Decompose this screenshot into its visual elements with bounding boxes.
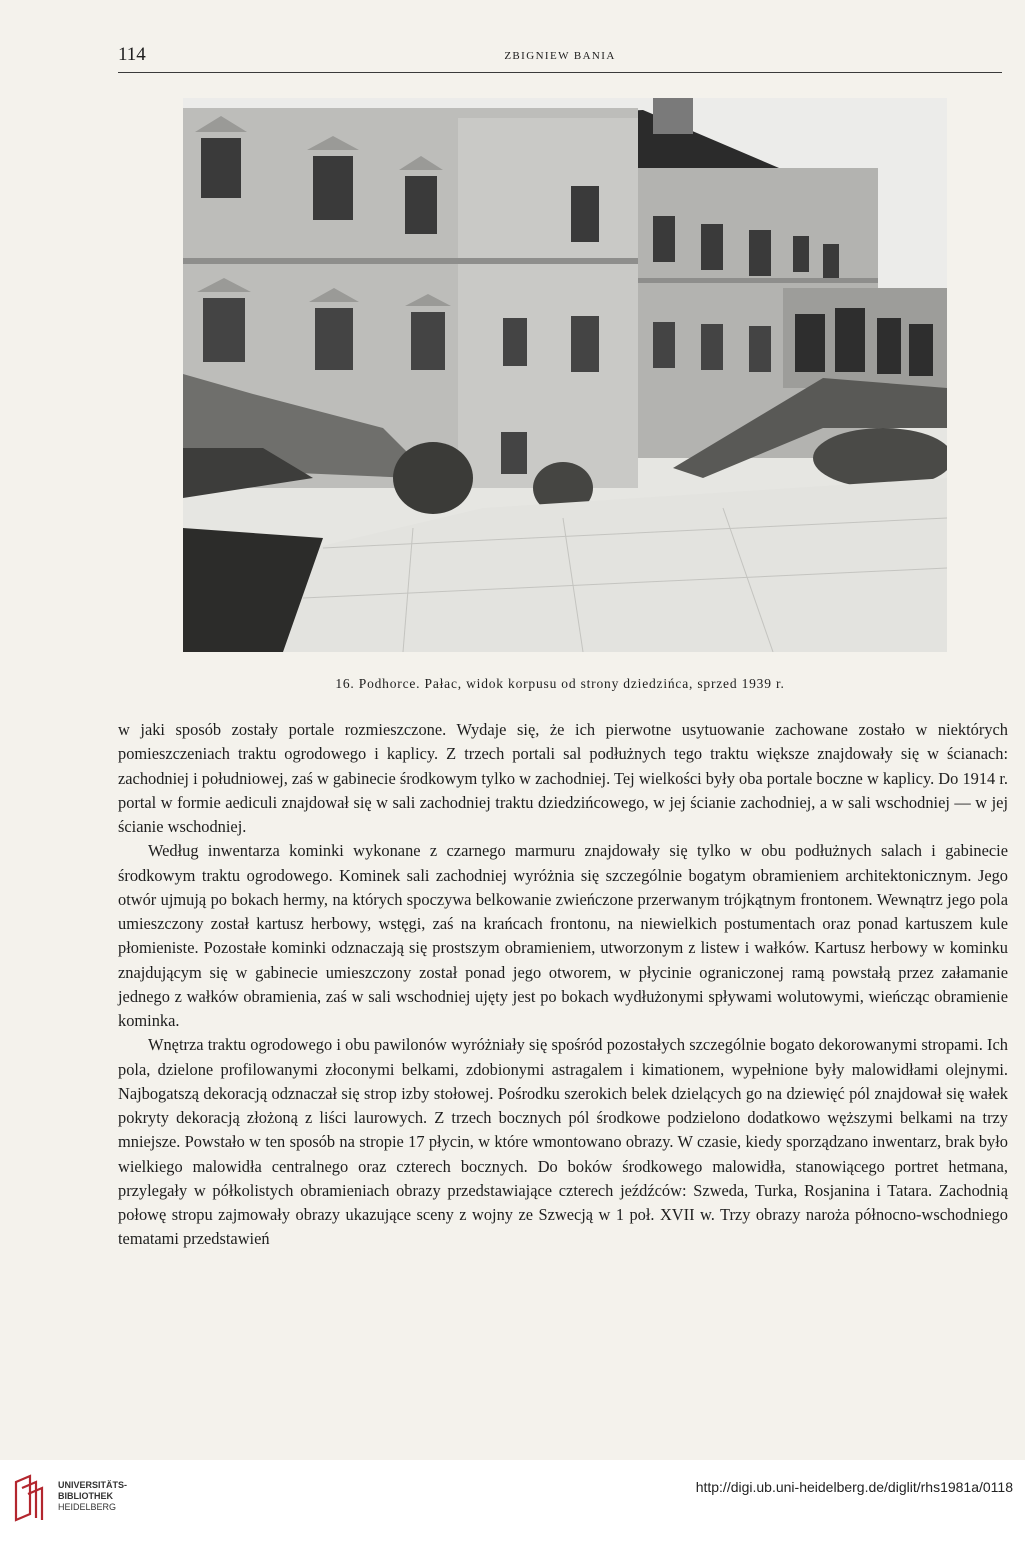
running-head: ZBIGNIEW BANIA (504, 50, 616, 62)
paragraph-3: Wnętrza traktu ogrodowego i obu pawilonów wyróżniały się spośród pozostałych szczególnie bogato dekorowanymi stropami. Ich pola, dzielone profilowanymi złoconymi belkami, zdobionymi astragalem i kimationem, wypełnione były malowidłami olejnymi. Najbogatszą dekoracją odznaczał się strop izby stołowej. Pośrodku szerokich belek dzielących go na dziewięć pól znajdował się wałek pokryty dekoracją złożoną z liści laurowych. Z trzech bocznych pól środkowe podzielono dodatkowo węższymi belkami na trzy mniejsze. Powstało w ten sposób na stropie 17 płycin, w które wmontowano obrazy. W czasie, kiedy sporządzano inwentarz, brak było wielkiego malowidła centralnego oraz czterech bocznych. Do boków środkowego malowidła, stanowiącego portret hetmana, przylegały w półkolistych obramieniach obrazy przedstawiające czterech jeźdźców: Szweda, Turka, Rosjanina i Tatara. Zachodnią połowę stropu zajmowały obrazy ukazujące sceny z wojny ze Szwecją w 1 poł. XVII w. Trzy obrazy naroża północno-wschodniego tematami przedstawień (118, 1035, 1008, 1249)
paragraph-1: w jaki sposób zostały portale rozmieszczone. Wydaje się, że ich pierwotne usytuowanie zachowane zostało w niektórych pomieszczeniach traktu ogrodowego i kaplicy. Z trzech portali sal podłużnych tego traktu większe znajdowały się w ścianach: zachodniej i południowej, zaś w gabinecie środkowym tylko w zachodniej. Tej wielkości były oba portale boczne w kaplicy. Do 1914 r. portal w formie aediculi znajdował się w sali zachodniej traktu dziedzińcowego, w jej ścianie zachodniej, a w sali wschodniej — w jej ścianie wschodniej. (118, 720, 1008, 836)
source-url[interactable]: http://digi.ub.uni-heidelberg.de/diglit/rhs1981a/0118 (695, 1479, 1013, 1495)
library-footer (0, 1460, 1025, 1552)
page-header (118, 44, 1002, 73)
library-name-line-3: HEIDELBERG (58, 1502, 117, 1512)
palace-photograph (183, 98, 947, 652)
library-name-line-1: UNIVERSITÄTS- (58, 1480, 128, 1490)
figure-caption: 16. Podhorce. Pałac, widok korpusu od strony dziedzińca, sprzed 1939 r. (335, 676, 785, 691)
palace-photo-illustration (183, 98, 947, 652)
library-name (58, 1480, 127, 1513)
page-number: 114 (118, 44, 146, 65)
library-name-line-2: BIBLIOTHEK (58, 1491, 113, 1501)
paragraph-2: Według inwentarza kominki wykonane z czarnego marmuru znajdowały się tylko w obu podłużnych salach i gabinecie środkowym traktu ogrodowego. Kominek sali zachodniej wyróżnia się szczególnie bogatym obramieniem architektonicznym. Jego otwór ujmują po bokach hermy, na których spoczywa belkowanie zwieńczone przerwanym trójkątnym frontonem. Wewnątrz jego pola umieszczony został kartusz herbowy, wstęgi, zaś na krańcach frontonu, na niewielkich postumentach oraz ponad kartuszem kule płomieniste. Pozostałe kominki odznaczają się prostszym obramieniem, utworzonym z listew i wałków. Kartusz herbowy w kominku znajdującym się w gabinecie umieszczony został ponad jego otworem, w płycinie ograniczonej ramą powstałą przez załamanie jednego z wałków obramienia, zaś w sali wschodniej ujęty jest po bokach wydłużonymi spływami wolutowymi, wieńcząc obramienie kominka. (118, 841, 1008, 1030)
article-body (118, 718, 1008, 1252)
library-logo-icon (12, 1474, 52, 1522)
